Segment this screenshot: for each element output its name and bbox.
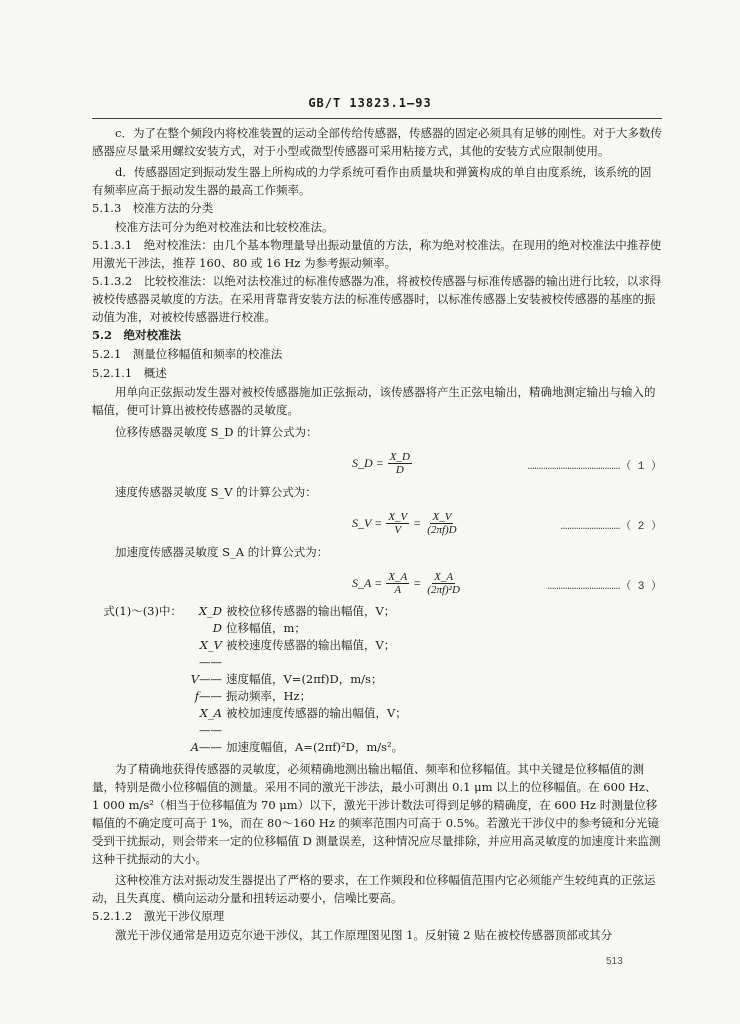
section-5-2-1-1: 5.2.1.1 概述 (92, 366, 167, 380)
variable-row (92, 688, 662, 705)
eq3-den2: (2πf)²D (427, 584, 460, 596)
variable-list (92, 603, 662, 756)
paragraph-requirements: 这种校准方法对振动发生器提出了严格的要求，在工作频段和位移幅值范围内它必须能产生较纯真的正弦运动，且失真度、横向运动分量和扭转运动要小，信噪比要高。 (92, 873, 656, 905)
section-5-2: 5.2 绝对校准法 (92, 328, 182, 342)
section-5-2-1-1-text: 用单向正弦振动发生器对被校传感器施加正弦振动，该传感器将产生正弦电输出，精确地测定输出与输入的幅值，便可计算出被校传感器的灵敏度。 (92, 385, 656, 417)
eq1-lhs: S_D = (352, 456, 384, 470)
variable-symbol: X_D (198, 604, 222, 618)
eq3-label: ……………………………（ 3 ） (547, 581, 662, 593)
eq2-lhs: S_V = (352, 516, 383, 530)
variable-symbol: V—— (190, 672, 222, 686)
eq2-intro: 速度传感器灵敏度 S_V 的计算公式为： (115, 485, 317, 499)
variable-desc: 被校位移传感器的输出幅值，V； (226, 604, 396, 618)
variable-row (92, 671, 662, 688)
item-c: c．为了在整个频段内将校准装置的运动全部传给传感器，传感器的固定必须具有足够的刚性。对于大多数传感器应尽量采用螺纹安装方式，对于小型或微型传感器可采用粘接方式，其他的安装方式应限制使用。 (92, 126, 662, 158)
page-content (92, 124, 662, 944)
variable-symbol: D (212, 621, 222, 635)
eq1-num: X_D (389, 451, 410, 463)
variable-symbol: X_A—— (199, 706, 222, 737)
variable-row (92, 603, 662, 620)
vars-lead: 式(1)～(3)中： (103, 604, 182, 618)
page-number: 513 (606, 956, 623, 967)
section-5-1-3-2: 5.1.3.2 比较校准法：以绝对法校准过的标准传感器为准，将被校传感器与标准传感器的输出进行比较，以求得被校传感器灵敏度的方法。在采用背靠背安装方法的标准传感器时，以标准传感器上安装被校传感器的基座的振动值为准，对被校传感器进行校准。 (92, 274, 662, 324)
eq2-num: X_V (388, 511, 408, 523)
eq3-num: X_A (388, 571, 408, 583)
variable-desc: 速度幅值，V=(2πf)D，m/s； (226, 672, 383, 686)
eq3-lhs: S_A = (352, 576, 383, 590)
item-d: d．传感器固定到振动发生器上所构成的力学系统可看作由质量块和弹簧构成的单自由度系统，该系统的固有频率应高于振动发生器的最高工作频率。 (92, 165, 652, 197)
eq1-den: D (395, 464, 404, 476)
equation-3: S_A = $\frac{X\_A}{A}$ = $\frac{X\_A}{\text{(2πf)²D}}$ ……………………………（ 3 ） (352, 571, 662, 596)
page-header: GB/T 13823.1—93 (308, 96, 432, 110)
equation-2: S_V = $\frac{X\_V}{V}$ = $\frac{X\_V}{(2\pi f)D}$ ………………………（ 2 ） (352, 511, 662, 536)
variable-symbol: f—— (194, 689, 222, 703)
eq1-label: ……………………………………（ 1 ） (527, 461, 662, 473)
variable-desc: 加速度幅值，A=(2πf)²D，m/s²。 (226, 740, 404, 754)
eq3-den: A (394, 584, 402, 596)
eq2-den2: (2πf)D (427, 524, 457, 536)
section-5-2-1-2-text: 激光干涉仪通常是用迈克尔逊干涉仪，其工作原理图见图 1。反射镜 2 贴在被校传感器顶部或其分 (115, 928, 613, 942)
variable-row (92, 705, 662, 739)
variable-symbol: A—— (190, 740, 222, 754)
equation-1 (92, 445, 662, 479)
eq2-num2: X_V (432, 511, 452, 523)
section-5-1-3-text: 校准方法可分为绝对校准法和比较校准法。 (115, 220, 334, 234)
variable-row (92, 637, 662, 671)
variable-symbol: X_V—— (199, 638, 222, 669)
section-5-1-3-1: 5.1.3.1 绝对校准法：由几个基本物理量导出振动量值的方法，称为绝对校准法。在现用的绝对校准法中推荐使用激光干涉法，推荐 160、80 或 16 Hz 为参考振动频率。 (92, 238, 662, 270)
eq3-num2: X_A (434, 571, 454, 583)
section-5-2-1-2: 5.2.1.2 激光干涉仪原理 (92, 909, 225, 923)
eq2-den: V (394, 524, 402, 536)
variable-row (92, 620, 662, 637)
eq3-intro: 加速度传感器灵敏度 S_A 的计算公式为： (115, 545, 329, 559)
section-5-2-1: 5.2.1 测量位移幅值和频率的校准法 (92, 347, 283, 361)
paragraph-accuracy: 为了精确地获得传感器的灵敏度，必须精确地测出输出幅值、频率和位移幅值。其中关键是位移幅值的测量，特别是微小位移幅值的测量。采用不同的激光干涉法，最小可测出 0.1 μm 以上的位移幅值。在 600 Hz、1 000 m/s²（相当于位移幅值为 70 μm）以下，激光干涉计数法可得到足够的精确度，在 600 Hz 时测量位移幅值的不确定度可高于 1%，而在 80～160 Hz 的频率范围内可高于 0.5%。若激光干涉仪中的参考镜和分光镜受到干扰振动，则会带来一定的位移幅值 D 测量误差，这种情况应尽量排除，并应用高灵敏度的加速度计来监测这种干扰振动的大小。 (92, 762, 661, 866)
variable-desc: 被校速度传感器的输出幅值，V； (226, 638, 396, 652)
header-rule (92, 118, 662, 119)
variable-row (92, 739, 662, 756)
variable-desc: 位移幅值，m； (226, 621, 306, 635)
eq2-label: ………………………（ 2 ） (560, 521, 662, 533)
eq1-intro: 位移传感器灵敏度 S_D 的计算公式为： (115, 425, 318, 439)
variable-desc: 振动频率，Hz； (226, 689, 312, 703)
variable-desc: 被校加速度传感器的输出幅值，V； (226, 706, 407, 720)
section-5-1-3: 5.1.3 校准方法的分类 (92, 201, 214, 215)
